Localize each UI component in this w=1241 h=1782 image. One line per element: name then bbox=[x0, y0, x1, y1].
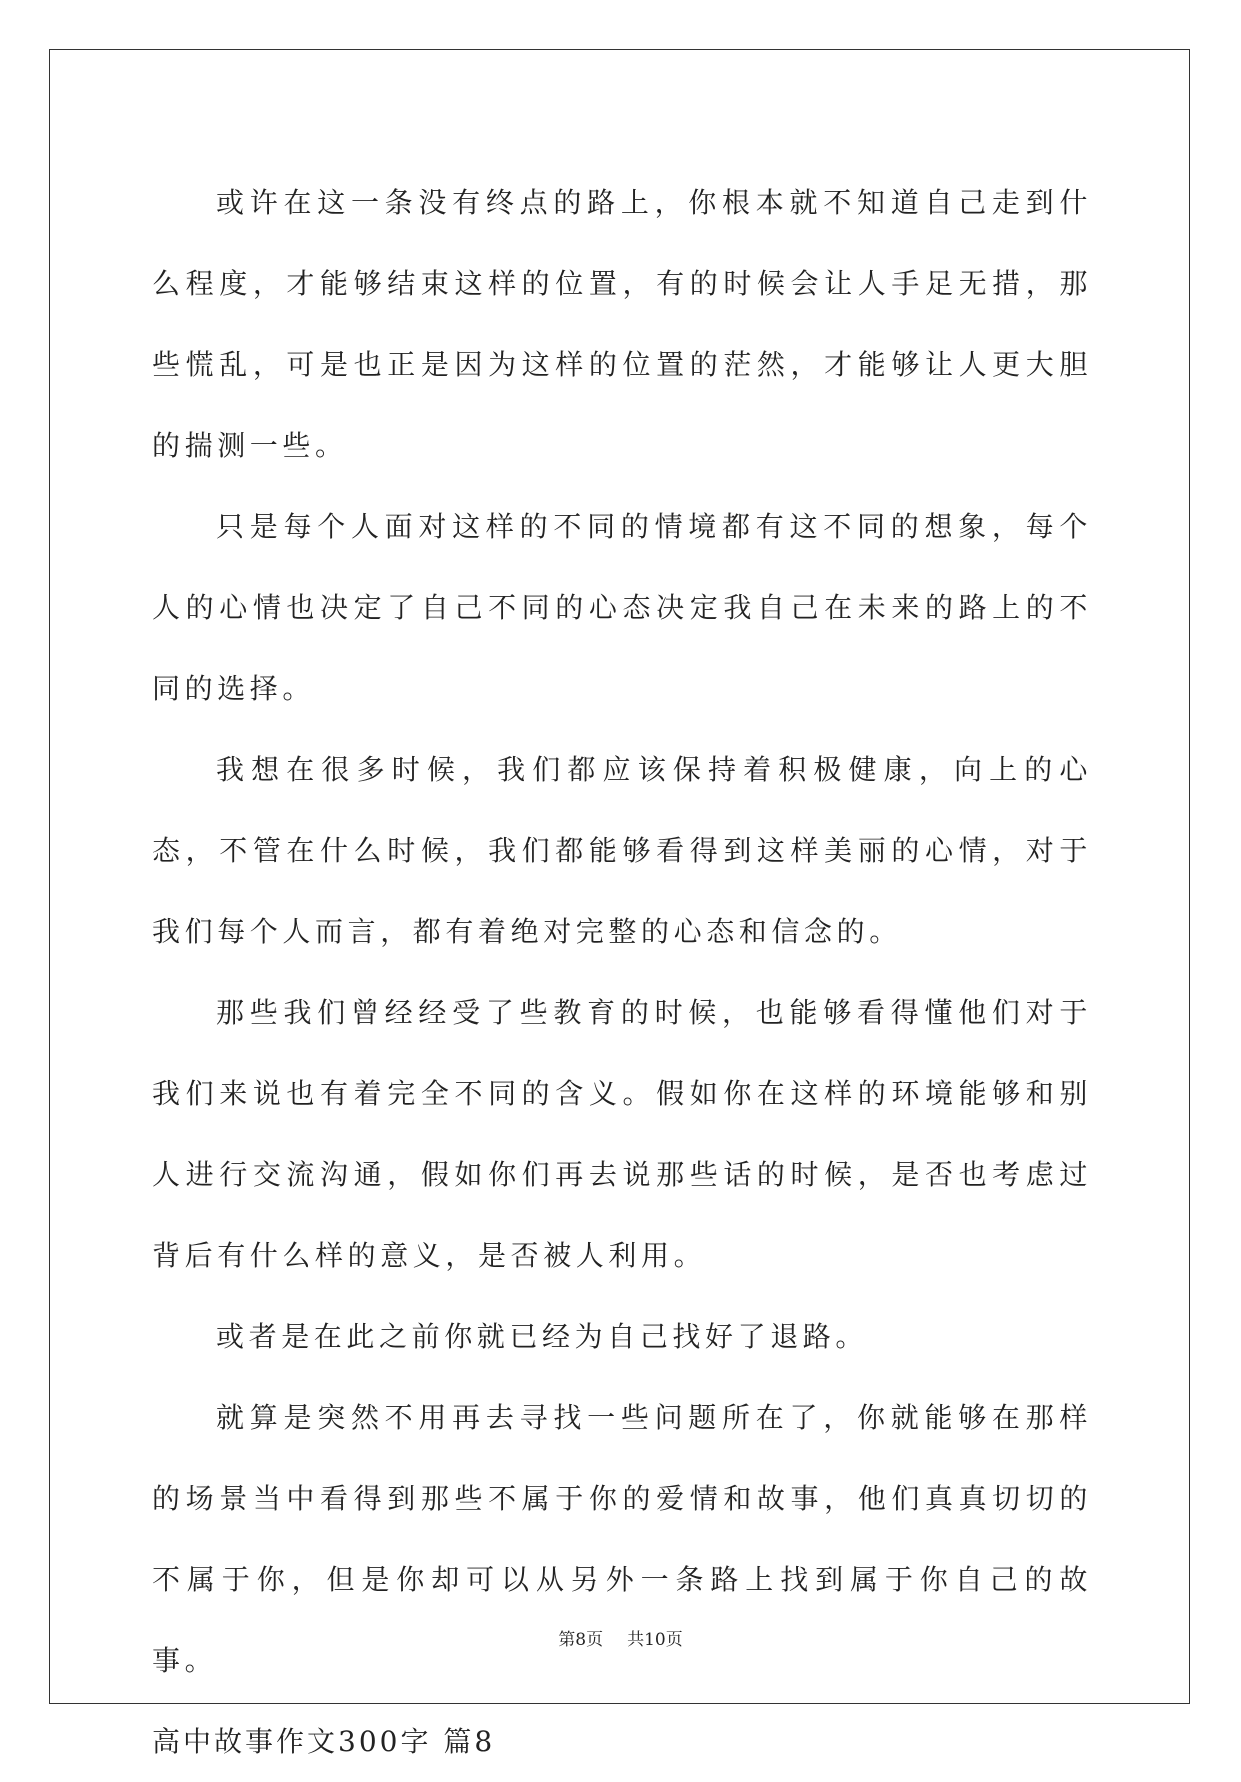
paragraph-1: 或许在这一条没有终点的路上，你根本就不知道自己走到什么程度，才能够结束这样的位置，有的时候会让人手足无措，那些慌乱，可是也正是因为这样的位置的茫然，才能够让人更大胆的揣测一些。 bbox=[152, 186, 1092, 462]
page-footer bbox=[0, 1625, 1241, 1650]
document-body bbox=[152, 162, 1092, 1782]
paragraph-5: 或者是在此之前你就已经为自己找好了退路。 bbox=[216, 1320, 869, 1353]
page-number-current: 第8页 bbox=[558, 1630, 604, 1650]
section-heading: 高中故事作文300字 篇8 bbox=[152, 1725, 496, 1758]
paragraph-2: 只是每个人面对这样的不同的情境都有这不同的想象，每个人的心情也决定了自己不同的心态决定我自己在未来的路上的不同的选择。 bbox=[152, 510, 1092, 705]
paragraph-6: 就算是突然不用再去寻找一些问题所在了，你就能够在那样的场景当中看得到那些不属于你的爱情和故事，他们真真切切的不属于你，但是你却可以从另外一条路上找到属于你自己的故事。 bbox=[152, 1401, 1092, 1677]
page-number-total: 共10页 bbox=[627, 1630, 683, 1650]
paragraph-4: 那些我们曾经经受了些教育的时候，也能够看得懂他们对于我们来说也有着完全不同的含义。假如你在这样的环境能够和别人进行交流沟通，假如你们再去说那些话的时候，是否也考虑过背后有什么样的意义，是否被人利用。 bbox=[152, 996, 1092, 1272]
paragraph-3: 我想在很多时候，我们都应该保持着积极健康，向上的心态，不管在什么时候，我们都能够看得到这样美丽的心情，对于我们每个人而言，都有着绝对完整的心态和信念的。 bbox=[152, 753, 1092, 948]
